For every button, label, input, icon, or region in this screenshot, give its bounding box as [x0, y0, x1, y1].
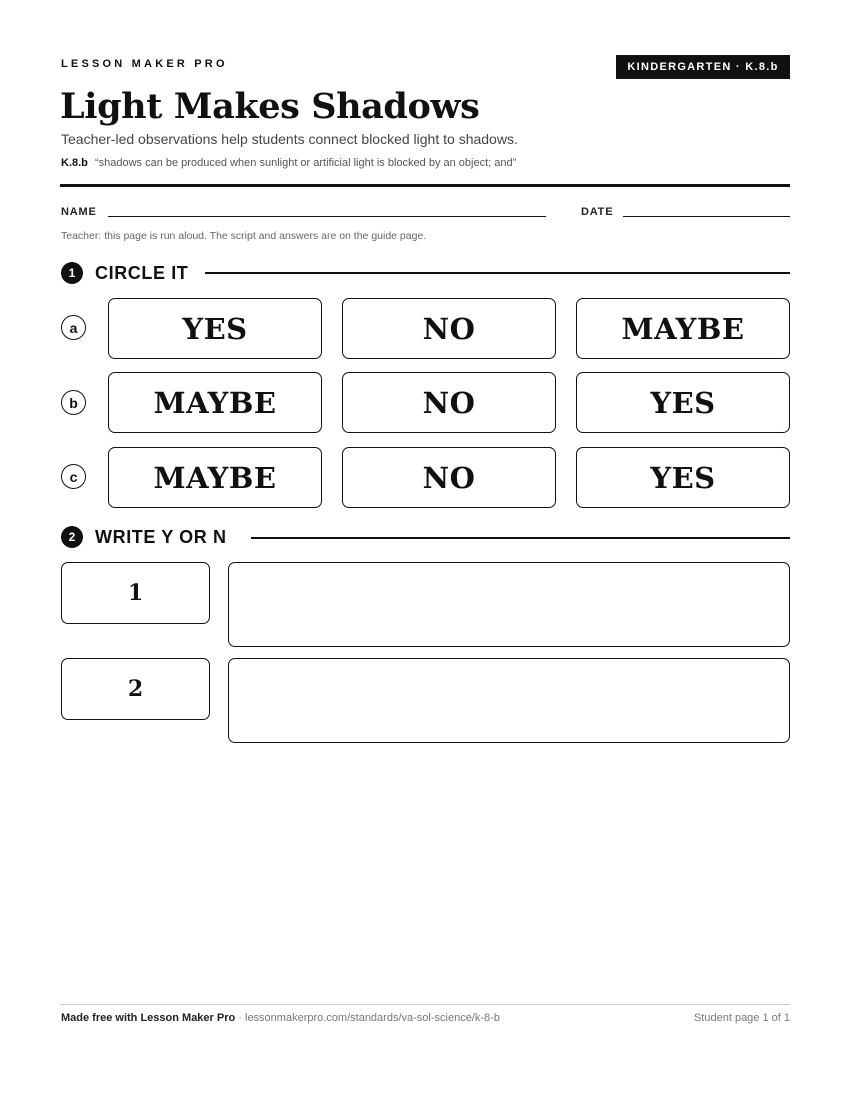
standard-text: “shadows can be produced when sunlight or artificial light is blocked by an object; and”	[94, 157, 517, 169]
choice-a-3[interactable]: MAYBE	[576, 298, 790, 359]
date-field[interactable]	[623, 216, 790, 217]
header-divider	[60, 184, 790, 187]
section-1-header	[61, 261, 188, 285]
item-number-box: 1	[61, 562, 210, 624]
item-number-box: 2	[61, 658, 210, 720]
footer-url[interactable]: · lessonmakerpro.com/standards/va-sol-science/k-8-b	[235, 1012, 500, 1024]
answer-box[interactable]	[228, 562, 790, 647]
footer-divider	[60, 1004, 790, 1005]
choice-a-2[interactable]: NO	[342, 298, 556, 359]
footer-page-number: Student page 1 of 1	[693, 1012, 790, 1024]
choice-c-3[interactable]: YES	[576, 447, 790, 508]
section-2-divider	[251, 537, 790, 539]
brand-name: LESSON MAKER PRO	[61, 58, 228, 70]
choice-c-2[interactable]: NO	[342, 447, 556, 508]
teacher-note: Teacher: this page is run aloud. The script and answers are on the guide page.	[61, 230, 427, 242]
footer-made-with: Made free with Lesson Maker Pro	[61, 1012, 236, 1024]
row-letter-a: a	[61, 315, 86, 340]
name-field[interactable]	[108, 216, 546, 217]
section-2-header	[61, 525, 227, 549]
page-title: Light Makes Shadows	[60, 86, 480, 127]
footer-credit	[61, 1012, 500, 1024]
choice-c-1[interactable]: MAYBE	[108, 447, 322, 508]
section-1-number: 1	[61, 262, 83, 284]
section-1-divider	[205, 272, 790, 274]
name-label: NAME	[61, 206, 97, 218]
grade-badge: KINDERGARTEN · K.8.b	[616, 55, 790, 79]
row-letter-b: b	[61, 390, 86, 415]
choice-a-1[interactable]: YES	[108, 298, 322, 359]
choice-b-1[interactable]: MAYBE	[108, 372, 322, 433]
row-letter-c: c	[61, 464, 86, 489]
answer-box[interactable]	[228, 658, 790, 743]
standard-reference	[61, 157, 516, 169]
section-2-number: 2	[61, 526, 83, 548]
date-label: DATE	[581, 206, 614, 218]
section-2-title: WRITE Y OR N	[95, 526, 227, 547]
choice-b-2[interactable]: NO	[342, 372, 556, 433]
page-subtitle: Teacher-led observations help students connect blocked light to shadows.	[61, 131, 518, 147]
standard-code: K.8.b	[61, 157, 88, 169]
section-1-title: CIRCLE IT	[95, 262, 189, 283]
choice-b-3[interactable]: YES	[576, 372, 790, 433]
